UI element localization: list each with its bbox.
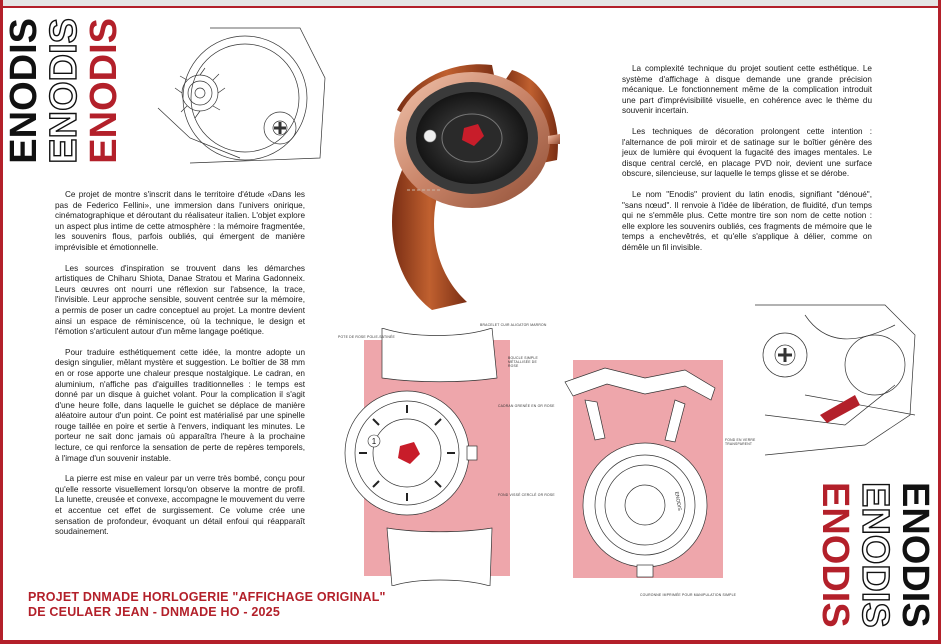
annotation-case-finish: POTE DE ROSE POLIE-SATINÉE: [338, 335, 395, 339]
annotation-strap: BRACELET CUIR ALIGATOR MARRON: [480, 323, 547, 327]
brand-word-red: ENODIS: [83, 18, 125, 164]
brand-word-outline: ENODIS: [854, 482, 896, 628]
bottom-border: [0, 640, 941, 644]
cross-gear-icon: [274, 122, 286, 134]
mechanism-sketch-right: [745, 295, 935, 480]
right-paragraph-3: Le nom "Enodis" provient du latin enodis, signifiant "dénoué", "sans nœud". Il renvoie à l'idée de libération, de fluidité, d'un temps qui ne s'emmêle plus. Cette montre tire son nom de cette notion : elle explore les souvenirs oubliés, ces fragments de mémoire que le temps a enchevêtrés, et qu'elle s'applique à délier, comme on démêle un fil invisible.: [622, 189, 872, 252]
right-text-column: [622, 64, 872, 264]
mechanism-sketch-top: [150, 18, 360, 168]
annotation-caseback-ring: FOND VISSÉ CERCLÉ OR ROSE: [498, 493, 555, 497]
watch-render: [372, 40, 572, 320]
brand-word-outline: ENODIS: [43, 18, 85, 164]
left-paragraph-3: Pour traduire esthétiquement cette idée, la montre adopte un design singulier, mêlant mystère et suggestion. Le boîtier de 38 mm en or rose apporte une chaleur presque nostalgique. Le cadran, en aluminium, n'affiche pas d'aiguilles traditionnelles : le temps est donné par un disque à guichet volant. Pour la complication il s'agit d'une heure folle, dans laquelle le guichet se déplace de manière aléatoire autour d'un point. Ce point est matérialisé par une spinelle rouge taillée en poire et sertie à l'envers, indiquant les minutes. Le porteur ne sait donc jamais où apparaîtra l'heure à la prochaine lecture, ce qui renforce la sensation de perte de repères temporels, à l'image d'un souvenir instable.: [55, 347, 305, 463]
brand-word-black: ENODIS: [3, 18, 45, 164]
left-text-column: [55, 190, 305, 548]
back-view-drawing: [545, 360, 745, 585]
top-border: [0, 0, 941, 8]
annotation-crown: COURONNE IMPRIMÉE POUR MANIPULATION SIMPLE: [640, 593, 737, 597]
annotation-dial: CADRAN GRENÉE EN OR ROSE: [498, 404, 555, 408]
brand-stack-bottom: [815, 482, 935, 628]
right-paragraph-2: Les techniques de décoration prolongent cette intention : l'alternance de poli miroir et de satinage sur le boîtier génère des jeux de lumière qui évoquent la fugacité des images mentales. Le disque central cerclé, en placage PVD noir, devient une surface obscure, silencieuse, sur laquelle le temps glisse et se dérobe.: [622, 126, 872, 179]
front-view-drawing: [322, 328, 530, 586]
brand-word-red: ENODIS: [814, 482, 856, 628]
caseback-engraving: ENODIS: [673, 491, 683, 512]
annotation-buckle: BOUCLE SIMPLE MÉTALLISÉE DE ROSE: [508, 356, 538, 368]
project-title-line-2: DE CEULAER JEAN - DNMADE HO - 2025: [28, 605, 280, 619]
right-paragraph-1: La complexité technique du projet soutient cette esthétique. Le système d'affichage à disque demande une grande précision mécanique. Le fonctionnement même de la complication introduit une part d'imprévisibilité visuelle, en cohérence avec le thème du souvenir incertain.: [622, 64, 872, 116]
dial-number-label: 1: [371, 437, 377, 446]
left-paragraph-2: Les sources d'inspiration se trouvent dans les démarches artistiques de Chiharu Shiota, Danae Stratou et Marina Gadonneix. Leurs œuvres ont nourri une réflexion sur l'absence, la trace, l'invisible. Leur approche sensible, souvent centrée sur la mémoire, a permis de poser un cadre conceptuel au projet. La montre devient ainsi un espace de réminiscence, où la technique, le design et l'émotion s'articulent autour d'un même langage poétique.: [55, 263, 305, 337]
left-paragraph-4: La pierre est mise en valeur par un verre très bombé, conçu pour qu'elle ressorte visuellement lorsqu'on observe la montre de profil. La lunette, creusée et convexe, accompagne le mouvement du verre et accentue cet effet de surgissement. Ce volume crée une sensation de profondeur, évoquant un détail enfoui qui réapparaît soudainement.: [55, 474, 305, 537]
annotation-caseback-glass: FOND EN VERRE TRANSPARENT: [725, 438, 756, 446]
left-paragraph-1: Ce projet de montre s'inscrit dans le territoire d'étude «Dans les pas de Federico Fellini», une immersion dans l'univers onirique, cinématographique et déroutant du réalisateur italien. L'objet explore un aspect plus intime de cette atmosphère : la mémoire fragmentée, les souvenirs flous, parfois oubliés, qui émergent de manière imprévisible et émotionnelle.: [55, 190, 305, 252]
brand-stack-top: [4, 18, 124, 164]
project-title: [28, 590, 386, 620]
brand-word-black: ENODIS: [894, 482, 936, 628]
project-title-line-1: PROJET DNMADE HORLOGERIE "AFFICHAGE ORIGINAL": [28, 590, 386, 604]
gear-icon: [778, 348, 792, 362]
